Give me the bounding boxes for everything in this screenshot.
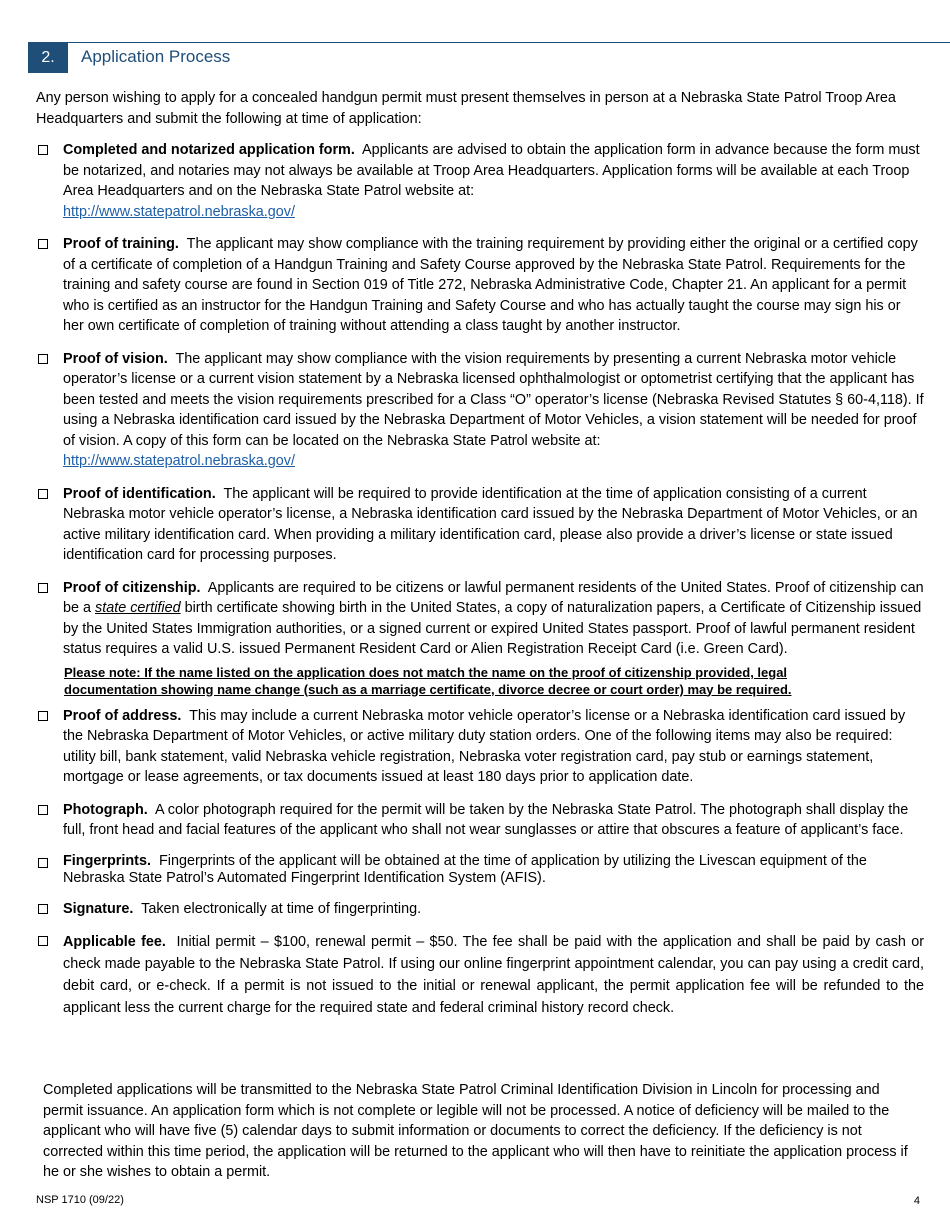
item-lead: Photograph.: [63, 801, 148, 818]
item-text: Applicants are required to be citizens or lawful permanent residents of the United States. Proof of citizenship can be a: [63, 579, 924, 616]
checkbox-icon: [38, 711, 48, 721]
item-proof-of-citizenship: [36, 578, 924, 660]
item-text: Applicants are advised to obtain the application form in advance because the form must be notarized, and notaries may not always be available at Troop Area Headquarters. Application forms will be available at each Troop Area Headquarters and on the Nebraska State Patrol website at:: [63, 142, 920, 199]
item-text: The applicant may show compliance with the training requirement by providing either the original or a certified copy of a certificate of completion of a Handgun Training and Safety Course approved by the Nebraska State Patrol. Requirements for the training and safety course are found in Section 019 of Title 272, Nebraska Administrative Code, Chapter 21. An applicant for a permit who is certified as an instructor for the Handgun Training and Safety Course and who has actually taught the course may sign his or her own certificate of completion of training without attending a class taught by another instructor.: [63, 236, 918, 334]
item-text: This may include a current Nebraska motor vehicle operator’s license or a Nebraska identification card issued by the Nebraska Department of Motor Vehicles, or active military duty station orders. One of the following items may also be required: utility bill, bank statement, valid Nebraska vehicle registration, Nebraska voter registration card, pay stub or earnings statement, mortgage or lease agreements, or tax documents issued at least 180 days prior to application date.: [63, 707, 906, 785]
item-applicable-fee: [36, 931, 924, 1019]
item-lead: Proof of training.: [63, 236, 179, 252]
closing-paragraph: Completed applications will be transmitted to the Nebraska State Patrol Criminal Identification Division in Lincoln for processing and permit issuance. An application form which is not complete or legible will not be processed. A notice of deficiency will be mailed to the applicant who will have five (5) calendar days to submit information or documents to correct the deficiency. If the deficiency is not corrected within this time period, the application will be returned to the applicant who will then have to reinitiate the application process if he or she wishes to obtain a permit.: [43, 1082, 908, 1180]
item-text: Taken electronically at time of fingerprinting.: [141, 900, 422, 917]
item-application-form: [36, 140, 924, 222]
section-top-rule: [28, 42, 950, 43]
checkbox-icon: [38, 805, 48, 815]
checkbox-icon: [38, 583, 48, 593]
item-lead: Fingerprints.: [63, 852, 151, 869]
checkbox-icon: [38, 145, 48, 155]
item-proof-of-vision: [36, 349, 924, 472]
checkbox-icon: [38, 354, 48, 364]
checkbox-icon: [38, 904, 48, 914]
section-title: Application Process: [81, 47, 231, 66]
item-lead: Applicable fee.: [63, 934, 166, 950]
section-number: 2.: [28, 43, 68, 73]
item-text: The applicant may show compliance with the vision requirements by presenting a current Nebraska motor vehicle operator’s license or a current vision statement by a Nebraska licensed ophthalmologist or optometrist certifying that the applicant has been tested and meets the vision requirements prescribed for a Class “O” operator’s license (Nebraska Revised Statutes § 60-4,118). If using a Nebraska identification card issued by the Nebraska Department of Motor Vehicles, a vision statement will be needed for proof of vision. A copy of this form can be located on the Nebraska State Patrol website at:: [63, 350, 924, 449]
item-text: Initial permit – $100, renewal permit – $50. The fee shall be paid with the application and shall be paid by cash or check made payable to the Nebraska State Patrol. If using our online fingerprint appointment calendar, you can pay using a credit card, debit card, or e-check. If a permit is not issued to the initial or renewal applicant, the permit application fee will be refunded to the applicant less the current charge for the required state and federal criminal history record check.: [63, 934, 924, 1016]
checkbox-icon: [38, 239, 48, 249]
item-proof-of-identification: [36, 484, 924, 566]
item-signature: [36, 899, 924, 920]
citizenship-note: Please note: If the name listed on the application does not match the name on the proof of citizenship provided, legal documentation showing name change (such as a marriage certificate, divorce decree or court order) may be required.: [64, 664, 792, 697]
item-photograph: [36, 800, 924, 841]
item-lead: Proof of citizenship.: [63, 579, 201, 596]
item-lead: Signature.: [63, 900, 134, 917]
item-text: birth certificate showing birth in the United States, a copy of naturalization papers, a Certificate of Citizenship issued by the United States Immigration authorities, or a signed current or expired United States passport. Proof of lawful permanent resident status requires a valid U.S. issued Permanent Resident Card or Alien Registration Receipt Card (i.e. Green Card).: [63, 600, 922, 657]
item-fingerprints: [36, 853, 924, 887]
website-link[interactable]: http://www.statepatrol.nebraska.gov/: [63, 203, 295, 220]
page-number: 4: [913, 1195, 920, 1207]
item-lead: Completed and notarized application form.: [63, 142, 355, 158]
requirements-list: [36, 140, 924, 1031]
checkbox-icon: [38, 936, 48, 946]
item-proof-of-training: [36, 234, 924, 337]
website-link[interactable]: http://www.statepatrol.nebraska.gov/: [63, 453, 295, 469]
item-emphasis: state certified: [95, 600, 181, 616]
item-text: A color photograph required for the permit will be taken by the Nebraska State Patrol. The photograph shall display the full, front head and facial features of the applicant who shall not wear sunglasses or attire that obscures a feature of applicant’s face.: [63, 801, 909, 838]
checkbox-icon: [38, 489, 48, 499]
item-lead: Proof of identification.: [63, 485, 216, 502]
item-lead: Proof of vision.: [63, 350, 168, 367]
form-code: NSP 1710 (09/22): [36, 1194, 124, 1206]
intro-paragraph: Any person wishing to apply for a concealed handgun permit must present themselves in person at a Nebraska State Patrol Troop Area Headquarters and submit the following at time of application:: [36, 90, 896, 127]
checkbox-icon: [38, 858, 48, 868]
item-text: The applicant will be required to provide identification at the time of application consisting of a current Nebraska motor vehicle operator’s license, a Nebraska identification card issued by the Nebraska Department of Motor Vehicles, or an active military identification card. When providing a military identification card, please also provide a driver’s license or state issued identification card for processing purposes.: [63, 485, 918, 563]
item-text: Fingerprints of the applicant will be obtained at the time of application by utilizing the Livescan equipment of the Nebraska State Patrol’s Automated Fingerprint Identification System (AFIS).: [63, 852, 867, 886]
item-lead: Proof of address.: [63, 707, 182, 724]
item-proof-of-address: [36, 706, 924, 788]
